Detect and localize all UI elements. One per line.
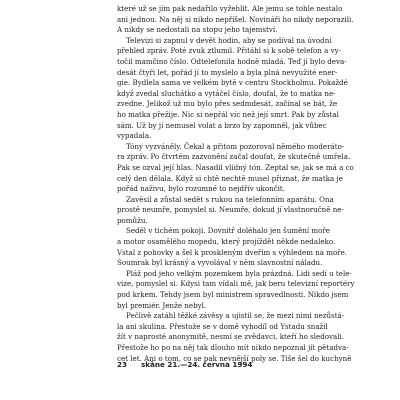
paragraph (117, 226, 348, 268)
text-line: A nikdy se nedostali na stopu jeho tajemství. (117, 25, 278, 35)
text-line: ho matka přežije. Nic si nepřál víc než její smrt. Pak by zůstal (117, 109, 339, 119)
text-line: ra zpráv. Po čtvrtém zazvonění začal doufat, že skutečně umřela. (117, 152, 351, 162)
paragraph (117, 311, 352, 364)
text-line: Vstal z pohovky a šel k proskleným dveřím s výhledem na moře. (117, 247, 348, 257)
text-line: gie. Bydlela sama ve velkém bytě v centru Stockholmu. Pokaždé (117, 78, 348, 88)
paragraph (117, 194, 344, 227)
text-line: žít v naprosté anonymitě, nesmí se zvědavci, kteří ho sledovali. (117, 332, 345, 342)
body-text (117, 4, 355, 364)
text-line: cet let. Ani o tom, co se pak nevnější poly se. Tiše šel do kuchyně (117, 353, 352, 363)
text-line: pomůžu. (117, 215, 148, 225)
text-line: když zvedal sluchátko a vytáčel číslo, doufal, že to matka ne- (117, 88, 336, 98)
text-line: vize, pomyslel si. Kdysi tam vídali mě, jak beru televizní reportéry (117, 279, 355, 289)
page-footer (117, 360, 252, 369)
text-line: Přestože ho po na něj tak dlouho mít nikdo nepoznal jít pětadva- (117, 343, 349, 352)
text-line: které už se jím pak nedařilo vyžehlit. Ale jemu se tohle nestalo (117, 4, 343, 13)
paragraph (117, 268, 355, 311)
text-line: Soumrak byl krásný a vyvolával v něm slavnostní náladu. (117, 258, 323, 268)
text-line: sám. Už by jí nemusel volat a brzo by zapomněl, jak vůbec (117, 120, 327, 130)
text-line: přehled zpráv. Poté zvuk ztlumil. Přitáhl si k sobě telefon a vy- (117, 46, 342, 56)
paragraph (117, 4, 354, 36)
text-line: prostě neumře, pomyslel si. Neumře, dokud jí vlastnoručně ne- (117, 205, 344, 215)
running-title: skåne 21.—24. června 1994 (141, 360, 253, 369)
text-line: la ani skulina. Přestože se v domě vyhodíl od Ystadu snažil (117, 321, 328, 331)
text-line: pořád naživu, bylo rozumné to nejdřív ukončit. (117, 184, 286, 194)
text-line: Pláž pod jeho velkým pozemkem byla prázdná. Lidi sedí u tele- (126, 268, 352, 278)
text-line: ani jednou. Na něj si nikdo nepříšel. Novináři ho nikdy neporazili. (117, 14, 354, 24)
text-line: desát čtyři let, pořád jí to myslelo a byla plná nevyužité ener- (117, 67, 338, 77)
text-line: Tóny vyzváněly. Čekal a přitom pozoroval němého moderáto- (126, 141, 345, 151)
text-line: Zavěsil a zůstal sedět s rukou na telefonním aparátu. Ona (126, 194, 334, 204)
paragraph (117, 141, 354, 195)
text-line: a motor osamělého mopedu, který projíždět někde nedaleko. (117, 237, 336, 247)
text-line: Seděl v tichém pokoji. Dovnitř doléhalo jen šumění moře (126, 226, 330, 236)
text-line: byl premiér. Jenže nebyl. (117, 300, 207, 310)
text-line: zvedne. Jelikož už mu bylo přes sedmdesát, začínal se bát, že (117, 99, 338, 109)
page-number: 23 (117, 360, 128, 369)
text-line: Televizi si zapnul v devět hodin, aby se podíval na úvodní (126, 35, 332, 45)
text-line: celý den dělala. Když si chtě nechtě musel přiznat, že matka je (117, 173, 343, 183)
text-line: točil mamčino číslo. Odtelefonila hodně mladá. Teď jí bylo deva- (117, 56, 347, 66)
text-line: vypadala. (117, 131, 152, 141)
text-line: Pečlivě zatáhl těžké závěsy a ujistil se, že mezi nimi nezůstá- (126, 311, 345, 321)
text-line: Pak se ozval její hlas. Nasadil vlídný tón. Zeptal se, jak se má a co (117, 162, 354, 172)
text-line: pod krkem. Tehdy jsem byl ministrem spravedlnosti. Nikdo jsem (117, 290, 349, 300)
paragraph (117, 35, 348, 142)
